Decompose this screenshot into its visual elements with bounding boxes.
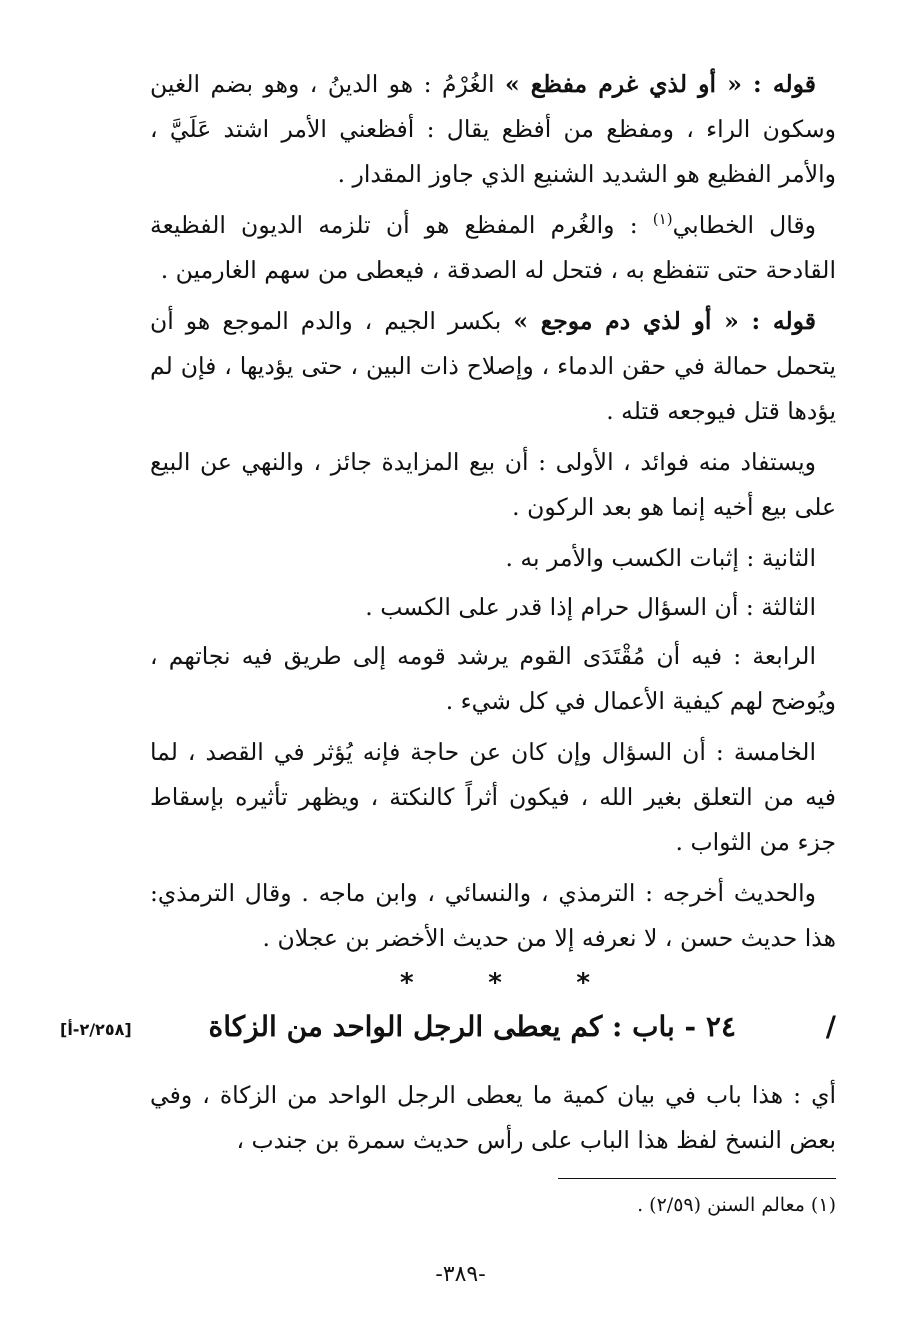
star-mark: * (400, 968, 414, 998)
paragraph-text: الثانية : إثبات الكسب والأمر به . (505, 544, 816, 572)
manuscript-reference: [٢/٢٥٨-أ] (60, 1020, 132, 1039)
paragraph-7 (150, 634, 836, 724)
paragraph-text: الثالثة : أن السؤال حرام إذا قدر على الكسب . (365, 593, 816, 621)
section-separator (400, 968, 590, 998)
paragraph-1 (150, 62, 836, 197)
paragraph-lead: قوله : « أو لذي غرم مفظع » (504, 70, 816, 98)
paragraph-text: ويستفاد منه فوائد ، الأولى : أن بيع المزايدة جائز ، والنهي عن البيع على بيع أخيه إنما هو بعد الركون . (150, 448, 836, 521)
chapter-title: ٢٤ - باب : كم يعطى الرجل الواحد من الزكاة (208, 1010, 736, 1043)
paragraph-text: بكسر الجيم ، والدم الموجع هو أن يتحمل حمالة في حقن الدماء ، وإصلاح ذات البين ، حتى يؤديها ، فإن لم يؤدها قتل فيوجعه قتله . (150, 307, 836, 425)
footnote: (١) معالم السنن (٢/٥٩) . (637, 1194, 836, 1216)
paragraph-text-continued: : والغُرم المفظع هو أن تلزمه الديون الفظيعة القادحة حتى تتفظع به ، فتحل له الصدقة ، فيعطى من سهم الغارمين . (150, 211, 836, 284)
page-break-slash: / (825, 1010, 836, 1043)
paragraph-text: الخامسة : أن السؤال وإن كان عن حاجة فإنه يُؤثر في القصد ، لما فيه من التعلق بغير الله ، فيكون أثراً كالنكتة ، ويظهر تأثيره بإسقاط جزء من الثواب . (150, 738, 836, 856)
paragraph-text: والحديث أخرجه : الترمذي ، والنسائي ، وابن ماجه . وقال الترمذي: هذا حديث حسن ، لا نعرفه إلا من حديث الأخضر بن عجلان . (150, 879, 836, 952)
page-number: -٣٨٩- (435, 1262, 486, 1287)
chapter-intro-text: أي : هذا باب في بيان كمية ما يعطى الرجل الواحد من الزكاة ، وفي بعض النسخ لفظ هذا الباب على رأس حديث سمرة بن جندب ، (150, 1081, 836, 1154)
footnote-divider (558, 1178, 836, 1179)
star-mark: * (576, 968, 590, 998)
paragraph-5 (150, 536, 836, 581)
paragraph-9 (150, 871, 836, 961)
paragraph-text: وقال الخطابي (672, 211, 816, 239)
paragraph-text: الرابعة : فيه أن مُقْتَدَى القوم يرشد قومه إلى طريق فيه نجاتهم ، ويُوضح لهم كيفية الأعمال في كل شيء . (150, 642, 836, 715)
paragraph-text: الغُرْمُ : هو الدينُ ، وهو بضم الغين وسكون الراء ، ومفظع من أفظع يقال : أفظعني الأمر اشتد عَلَيَّ ، والأمر الفظيع هو الشديد الشنيع الذي جاوز المقدار . (150, 70, 836, 188)
footnote-marker: (١) (652, 210, 673, 229)
paragraph-4 (150, 440, 836, 530)
paragraph-3 (150, 299, 836, 434)
paragraph-6 (150, 585, 836, 630)
paragraph-8 (150, 730, 836, 865)
star-mark: * (488, 968, 502, 998)
paragraph-lead: قوله : « أو لذي دم موجع » (513, 307, 817, 335)
main-text (150, 62, 836, 967)
chapter-heading-row (60, 1010, 836, 1060)
paragraph-2 (150, 203, 836, 293)
